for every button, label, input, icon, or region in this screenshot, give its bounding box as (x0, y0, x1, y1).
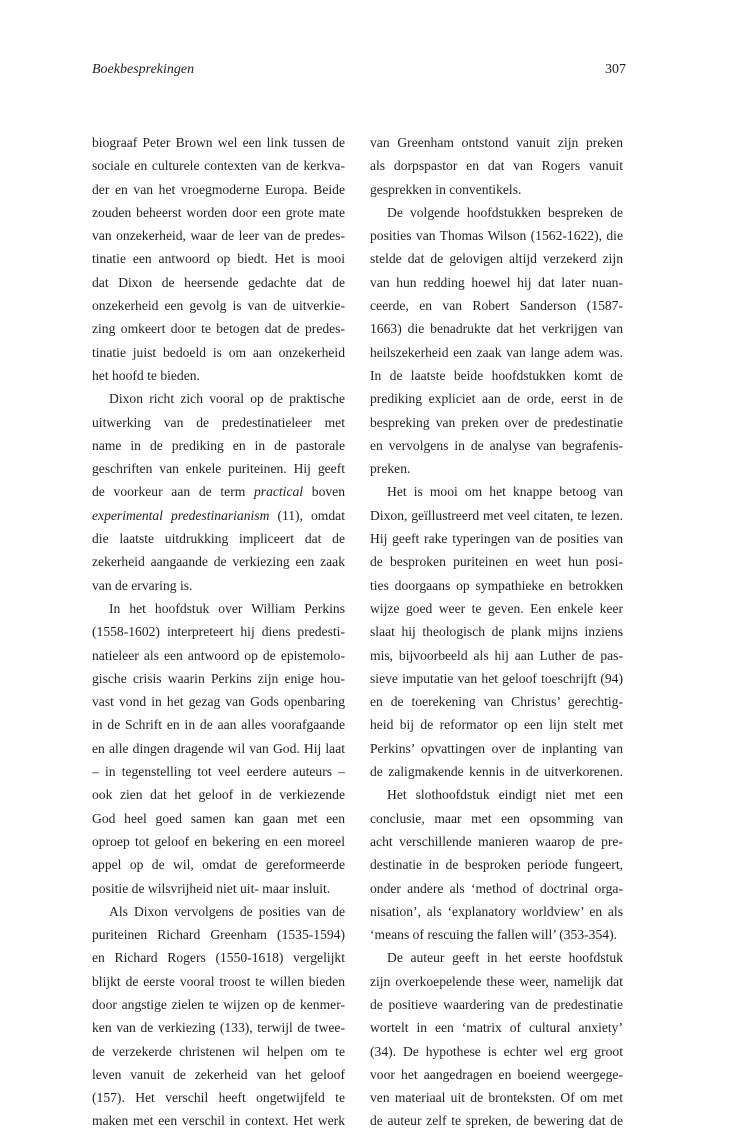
text-fragment: boven (303, 484, 345, 500)
text-line: puriteinen Richard Greenham (1535-1594) (92, 927, 345, 943)
text-line: ook zien dat het geloof in de verkiezende (92, 787, 345, 803)
text-line: oproep tot geloof en bekering en een moreel (92, 833, 345, 849)
text-line: appel op de wil, omdat de gereformeerde (92, 857, 345, 873)
text-line: wijze goed weer te geven. Een enkele keer (370, 600, 623, 616)
text-line: De volgende hoofdstukken bespreken de (387, 204, 623, 220)
text-line: het hoofd te bieden. (92, 367, 200, 383)
text-line: In de laatste beide hoofdstukken komt de (370, 367, 623, 383)
text-line: mis, bijvoorbeeld als hij aan Luther de pas- (370, 647, 623, 663)
text-line: gische crisis waarin Perkins zijn enige hou- (92, 670, 345, 686)
text-line: bespreking van preken over de predestinatie (370, 414, 623, 430)
text-line: stelde dat de gelovigen altijd verzekerd zijn (370, 251, 623, 267)
text-line: van Greenham ontstond vanuit zijn preken (370, 135, 623, 150)
text-line: slaat hij theologisch de plank mijns inziens (370, 624, 623, 640)
right-column (370, 131, 623, 1133)
text-line: van hun redding hoewel hij dat later nuan- (370, 274, 623, 290)
text-line: acht verschillende manieren waarop de pre- (370, 833, 623, 849)
text-line: van onzekerheid, waar de leer van de predes- (92, 228, 345, 244)
text-line: de auteur zelf te spreken, de bewering dat de (370, 1113, 623, 1129)
text-line: Het slothoofdstuk eindigt niet met een (387, 787, 623, 803)
text-line: de verzekerde christenen wil helpen om te (92, 1043, 345, 1059)
italic-term: experimental predestinarianism (92, 507, 270, 523)
text-line: Als Dixon vervolgens de posities van de (109, 903, 345, 919)
text-line: der en van het vroegmoderne Europa. Beide (92, 181, 345, 197)
text-line: ven materiaal uit de bronteksten. Of om met (370, 1090, 623, 1106)
running-head (92, 62, 626, 84)
text-line: maken met een verschil in context. Het werk (92, 1113, 345, 1129)
text-line: heilszekerheid een zaak van lange adem was. (370, 344, 623, 360)
text-line: conclusie, maar met een opsomming van (370, 810, 623, 826)
text-line: posities van Thomas Wilson (1562-1622), die (370, 228, 623, 244)
text-line: heid bij de reformator op een lijn stelt met (370, 717, 623, 733)
text-line: de zaligmakende kennis in de uitverkorenen. (370, 764, 623, 780)
text-line: en alle dingen dragende wil van God. Hij laat (92, 740, 345, 756)
text-line: uitwerking van de predestinatieleer met (92, 414, 345, 430)
text-line: prediking expliciet aan de orde, eerst in de (370, 391, 623, 407)
text-line: Perkins’ opvattingen over de inplanting van (370, 740, 623, 756)
text-line: van de ervaring is. (92, 577, 193, 593)
text-line: sieve imputatie van het geloof toeschrijft (94) (370, 670, 623, 686)
left-column (92, 131, 345, 1133)
text-fragment: (11), omdat (269, 507, 345, 523)
text-line: leven vanuit de zekerheid van het geloof (92, 1066, 345, 1082)
text-line: biograaf Peter Brown wel een link tussen de (92, 135, 345, 150)
text-line: Dixon richt zich vooral op de praktische (109, 391, 345, 407)
text-line: in de Schrift en in de aan alles voorafgaande (92, 717, 345, 733)
text-line: tinatie een antwoord op biedt. Het is mooi (92, 251, 345, 267)
text-line: nisation’, als ‘explanatory worldview’ en als (370, 903, 623, 919)
text-line: De auteur geeft in het eerste hoofdstuk (387, 950, 623, 966)
text-line: positie de wilsvrijheid niet uit- maar insluit. (92, 880, 331, 896)
text-line (92, 480, 345, 503)
text-line: de besproken puriteinen en weet hun posi- (370, 554, 623, 570)
text-line: sociale en culturele contexten van de kerkva- (92, 158, 345, 174)
text-line: de positieve waardering van de predestinatie (370, 996, 623, 1012)
text-line: Dixon, geïllustreerd met veel citaten, te lezen. (370, 507, 623, 523)
text-line: die laatste uitdrukking impliceert dat de (92, 531, 345, 547)
text-line: God heel goed samen kan gaan met een (92, 810, 345, 826)
text-fragment: de voorkeur aan de term (92, 484, 254, 500)
text-line: name in de prediking en in de pastorale (92, 437, 345, 453)
text-line: onzekerheid een gevolg is van de uitverkie- (92, 298, 345, 314)
text-line: ties doorgaans op sympathieke en betrokken (370, 577, 623, 593)
text-line: en vervolgens in de analyse van begrafenis- (370, 437, 623, 453)
text-line: 1663) die benadrukte dat het verkrijgen van (370, 321, 623, 337)
text-line: en de toerekening van Christus’ gerechtig- (370, 694, 623, 710)
text-line: gesprekken in conventikels. (370, 181, 522, 197)
text-line: wortelt in een ‘matrix of cultural anxiety’ (370, 1020, 623, 1036)
text-line: Hij geeft rake typeringen van de posities van (370, 531, 623, 547)
page-number: 307 (605, 62, 626, 77)
text-line: tinatie juist bedoeld is om aan onzekerheid (92, 344, 345, 360)
text-line: ‘means of rescuing the fallen will’ (353-354). (370, 927, 617, 943)
text-line: ken van de verkiezing (133), terwijl de twee- (92, 1020, 345, 1036)
text-line: en Richard Rogers (1550-1618) vergelijkt (92, 950, 345, 966)
text-line: onder andere als ‘method of doctrinal orga- (370, 880, 623, 896)
text-line: vast vond in het gezag van Gods openbaring (92, 694, 345, 710)
text-line: natieleer als een antwoord op de epistemolo- (92, 647, 345, 663)
text-line: ceerde, en van Robert Sanderson (1587- (370, 298, 623, 314)
text-line: zijn overkoepelende these weer, namelijk dat (370, 973, 623, 989)
text-line (92, 504, 345, 527)
text-line: (157). Het verschil heeft ongetwijfeld te (92, 1090, 345, 1106)
text-line: In het hoofdstuk over William Perkins (109, 600, 345, 616)
text-line: geschriften van enkele puriteinen. Hij geeft (92, 461, 345, 477)
text-line: zouden beheerst worden door een grote mate (92, 204, 345, 220)
text-line: destinatie in de besproken periode fungeert, (370, 857, 623, 873)
text-line: zekerheid aangaande de verkiezing een zaak (92, 554, 345, 570)
text-line: als dorpspastor en dat van Rogers vanuit (370, 158, 623, 174)
text-line: blijkt de eerste vooral troost te willen bieden (92, 973, 345, 989)
text-line: voor het aangedragen en boeiend weergege- (370, 1066, 623, 1082)
text-line: preken. (370, 461, 411, 477)
text-line: zing omkeert door te betogen dat de predes- (92, 321, 345, 337)
text-line: (1558-1602) interpreteert hij diens predesti- (92, 624, 345, 640)
text-line: – in tegenstelling tot veel eerdere auteurs – (92, 764, 345, 780)
running-title: Boekbesprekingen (92, 62, 195, 77)
text-line: dat Dixon de heersende gedachte dat de (92, 274, 345, 290)
italic-term: practical (253, 484, 304, 500)
text-line: Het is mooi om het knappe betoog van (387, 484, 623, 500)
text-line: (34). De hypothese is echter wel erg groot (370, 1043, 623, 1059)
text-line: door angstige zielen te wijzen op de kenmer- (92, 996, 345, 1012)
